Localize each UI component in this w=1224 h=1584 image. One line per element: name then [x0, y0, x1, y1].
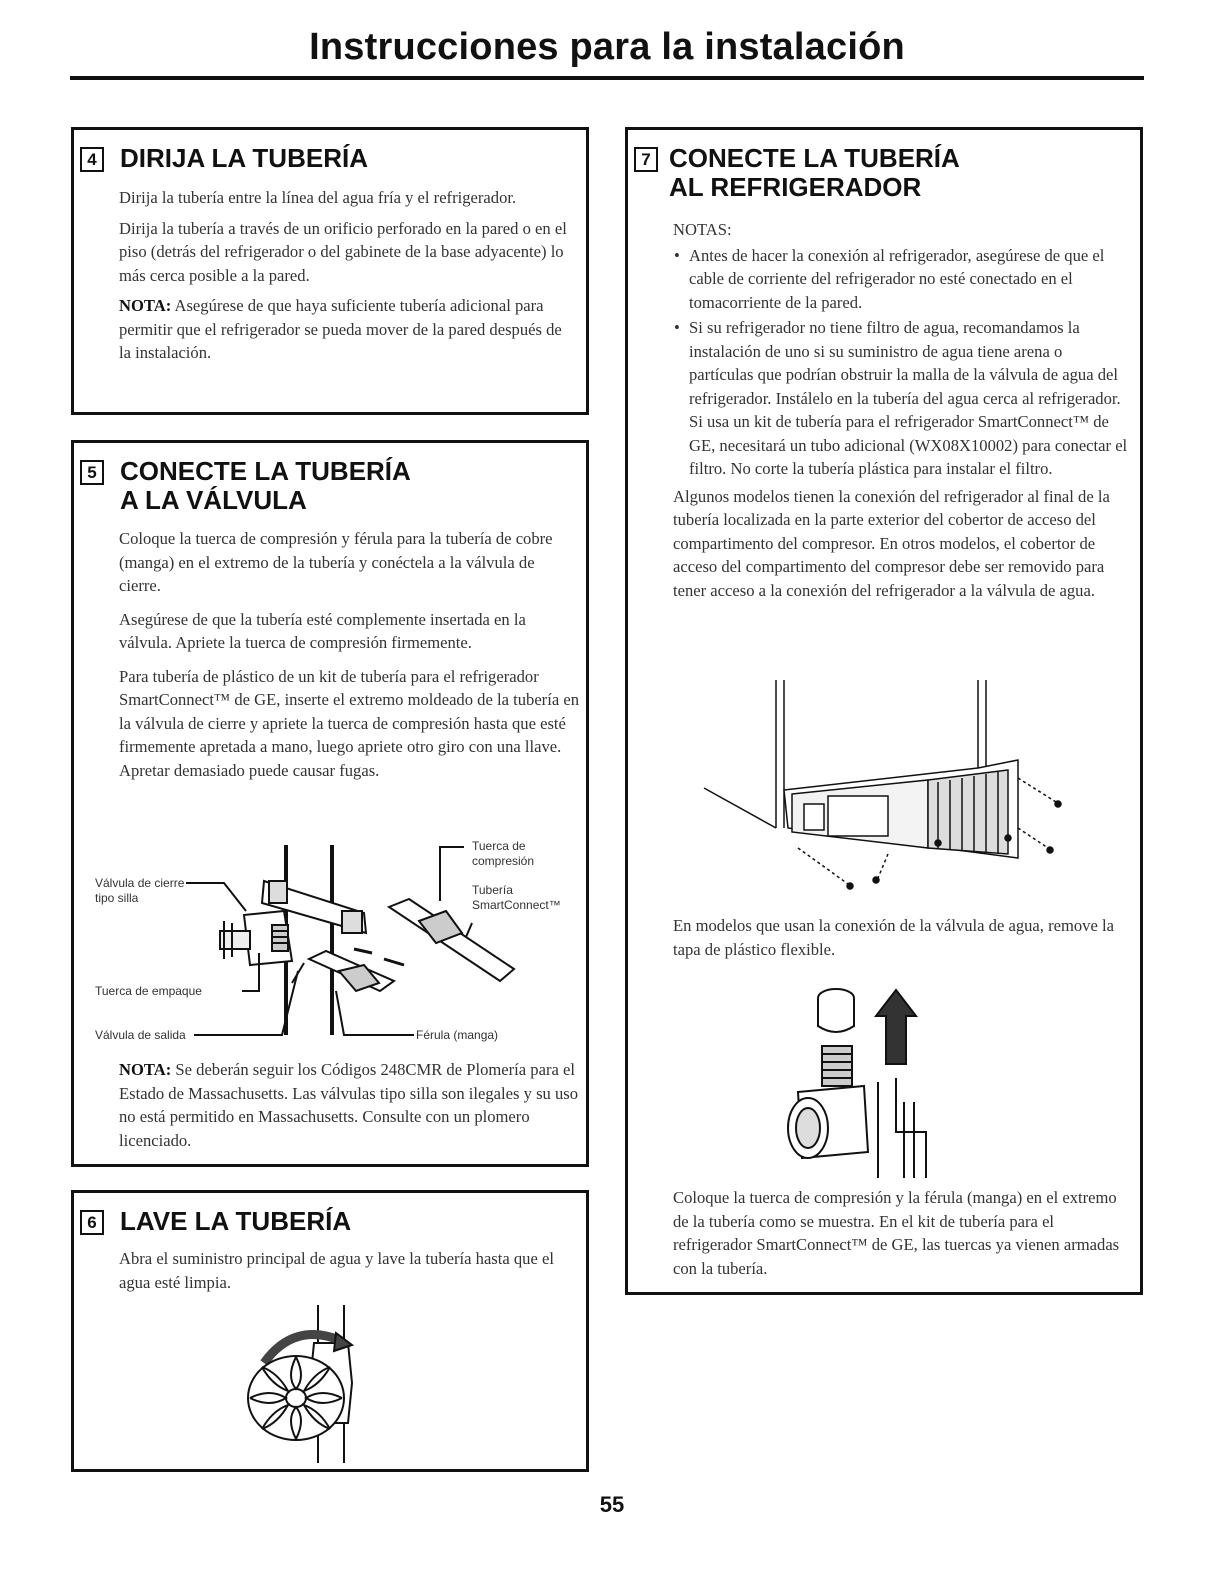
step-5-note: [119, 1058, 579, 1152]
step-5-box: [71, 440, 589, 1167]
label-tube-line-2: SmartConnect™: [472, 898, 561, 912]
label-ferrule: Férula (manga): [416, 1028, 499, 1042]
label-nut-line-1: Tuerca de: [472, 839, 526, 853]
page-number: 55: [599, 1492, 625, 1517]
step-5-number: 5: [80, 460, 104, 485]
step-7-note-1: • Antes de hacer la conexión al refrigerador, asegúrese de que el cable de corriente del refrigerador no esté conectado en el tomacorriente de la pared.: [673, 244, 1128, 315]
step-5-title-line-2: A LA VÁLVULA: [120, 485, 307, 515]
label-valve-line-2: tipo silla: [95, 891, 139, 905]
step-6-heading: [74, 1207, 586, 1236]
label-tube-line-1: Tubería: [472, 883, 513, 897]
step-5-paragraph-1: Coloque la tuerca de compresión y férula para la tubería de cobre (manga) en el extremo de la tubería y conéctela a la válvula de cierre.: [119, 529, 553, 595]
step-4-number: 4: [80, 147, 104, 172]
step-6-number: 6: [80, 1210, 104, 1235]
step-5-heading: [74, 457, 586, 515]
water-valve-cap-diagram: [768, 982, 1008, 1182]
step-7-number: 7: [634, 147, 658, 172]
step-7-note-2: • Si su refrigerador no tiene filtro de agua, recomandamos la instalación de uno si su suministro de agua tiene arena o partículas que podrían obstruir la malla de la válvula de agua del refrigerador. Instálelo en la tubería del agua cerca al refrigerador. Si usa un kit de tubería para el refrigerador SmartConnect™ de GE, necesitará un tubo adicional (WX08X10002) para conectar el filtro. No corte la tubería plástica para instalar el filtro.: [673, 316, 1128, 481]
label-nut-line-2: compresión: [472, 854, 535, 868]
label-outlet-valve: Válvula de salida: [95, 1028, 186, 1042]
step-4-box: [71, 127, 589, 415]
step-5-title-line-1: CONECTE LA TUBERÍA: [120, 456, 411, 486]
step-5-note-label: NOTA:: [119, 1060, 172, 1079]
step-5-note-text: Se deberán seguir los Códigos 248CMR de Plomería para el Estado de Massachusetts. Las válvulas tipo silla son ilegales y su uso no está permitido en Massachusetts. Consulte con un plomero licenciado.: [119, 1060, 579, 1150]
step-4-note-label: NOTA:: [119, 296, 172, 315]
label-valve-line-1: Válvula de cierre: [95, 876, 185, 890]
flush-valve-diagram: [224, 1303, 424, 1468]
title-rule: [70, 76, 1144, 80]
step-5-paragraph-2: Asegúrese de que la tubería esté complemente insertada en la válvula. Apriete la tuerca de compresión firmemente.: [119, 609, 526, 652]
step-7-heading: [628, 144, 1140, 202]
step-5-paragraph-3: Para tubería de plástico de un kit de tubería para el refrigerador SmartConnect™ de GE, inserte el extremo moldeado de la tubería en la válvula de cierre y apriete la tuerca de compresión hasta que esté firmemente apretada a mano, luego apriete otro giro con una llave. Apretar demasiado puede causar fugas.: [119, 666, 579, 780]
step-6-title: LAVE LA TUBERÍA: [120, 1206, 352, 1236]
step-6-box: [71, 1190, 589, 1472]
label-packing-nut: Tuerca de empaque: [95, 984, 202, 998]
saddle-valve-diagram: [74, 841, 586, 1051]
step-7-title-line-2: AL REFRIGERADOR: [669, 172, 922, 202]
step-4-heading: [74, 144, 586, 173]
step-4-title: DIRIJA LA TUBERÍA: [120, 143, 368, 173]
step-7-paragraph-2: En modelos que usan la conexión de la válvula de agua, remove la tapa de plástico flexible.: [673, 916, 1114, 959]
step-7-notes-label: NOTAS:: [673, 220, 732, 239]
step-4-note-text: Asegúrese de que haya suficiente tubería adicional para permitir que el refrigerador se pueda mover de la pared después de la instalación.: [119, 296, 562, 362]
step-4-paragraph-2: Dirija la tubería a través de un orificio perforado en la pared o en el piso (detrás del refrigerador o del gabinete de la base adyacente) lo más cerca posible a la pared.: [119, 218, 567, 285]
step-7-notes-list: [673, 244, 1128, 481]
step-6-paragraph-1: Abra el suministro principal de agua y lave la tubería hasta que el agua esté limpia.: [119, 1249, 554, 1292]
step-4-note: [119, 294, 569, 365]
step-7-title-line-1: CONECTE LA TUBERÍA: [669, 143, 960, 173]
step-7-paragraph-3: Coloque la tuerca de compresión y la férula (manga) en el extremo de la tubería como se muestra. En el kit de tubería para el refrigerador SmartConnect™ de GE, las tuercas ya vienen armadas con la tubería.: [673, 1188, 1120, 1278]
page-title: Instrucciones para la instalación: [309, 26, 905, 68]
compressor-access-diagram: [688, 678, 1108, 898]
step-7-paragraph-1: Algunos modelos tienen la conexión del refrigerador al final de la tubería localizada en la parte exterior del cobertor de acceso del compartimento del compresor. En otros modelos, el cobertor de acceso del compartimento del compresor debe ser removido para tener acceso a la conexión del refrigerador a la válvula de agua.: [673, 486, 1110, 600]
step-7-box: [625, 127, 1143, 1295]
step-4-paragraph-1: Dirija la tubería entre la línea del agua fría y el refrigerador.: [119, 188, 517, 207]
